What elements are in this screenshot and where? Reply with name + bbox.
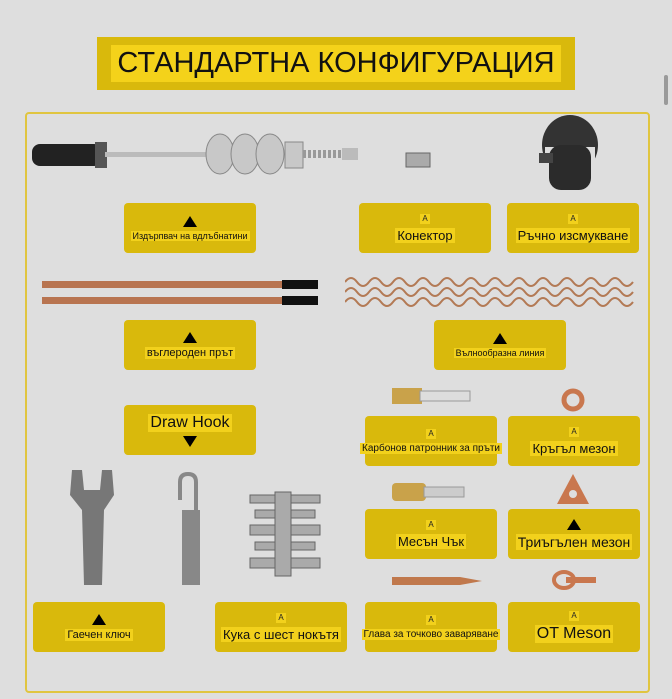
label-ot-meson: A OT Meson: [508, 602, 640, 652]
triangle-up-icon: [92, 614, 106, 625]
carbon-chuck-image: [390, 384, 475, 408]
label-dent-puller: Издърпвач на вдлъбнатини: [124, 203, 256, 253]
wrench-image: [62, 465, 122, 595]
label-brass-chuck: A Месън Чък: [365, 509, 497, 559]
label-connector: A Конектор: [359, 203, 491, 253]
label-wrench: Гаечен ключ: [33, 602, 165, 652]
label-carbon-rod: въглероден прът: [124, 320, 256, 370]
letter-a-icon: A: [428, 519, 434, 529]
triangle-down-icon: [183, 436, 197, 447]
triangle-up-icon: [493, 333, 507, 344]
label-hand-suction: A Ръчно изсмукване: [507, 203, 639, 253]
six-claw-hook-image: [245, 490, 325, 580]
round-meson-image: [560, 388, 586, 412]
label-triangle-meson: Триъгълен мезон: [508, 509, 640, 559]
label-round-meson: A Кръгъл мезон: [508, 416, 640, 466]
letter-a-icon: A: [571, 611, 577, 620]
carbon-rods-image: [42, 278, 322, 308]
scrollbar[interactable]: [664, 75, 668, 105]
label-draw-hook: Draw Hook: [124, 405, 256, 455]
ot-meson-image: [552, 568, 598, 592]
mountain-icon: A: [422, 213, 428, 223]
dent-puller-image: [30, 130, 365, 180]
triangle-up-icon: [183, 332, 197, 343]
label-spot-weld-head: A Глава за точково заваряване: [365, 602, 497, 652]
triangle-up-icon: [183, 216, 197, 227]
mountain-icon: A: [428, 614, 434, 624]
connector-image: [404, 150, 434, 170]
mountain-icon: A: [278, 612, 284, 622]
mountain-icon: A: [571, 426, 577, 436]
label-wave-wire: Вълнообразна линия: [434, 320, 566, 370]
spot-weld-head-image: [390, 572, 485, 590]
draw-hook-image: [160, 470, 205, 590]
mountain-icon: A: [428, 428, 434, 438]
letter-a-icon: A: [570, 213, 576, 223]
label-six-claw-hook: A Кука с шест нокътя: [215, 602, 347, 652]
triangle-up-icon: [567, 519, 581, 530]
label-carbon-chuck: A Карбонов патронник за пръти: [365, 416, 497, 466]
suction-cup-image: [535, 115, 605, 195]
brass-chuck-image: [390, 480, 475, 504]
page-title: СТАНДАРТНА КОНФИГУРАЦИЯ: [97, 37, 575, 90]
triangle-meson-image: [555, 472, 591, 506]
wave-wire-image: [345, 272, 640, 312]
